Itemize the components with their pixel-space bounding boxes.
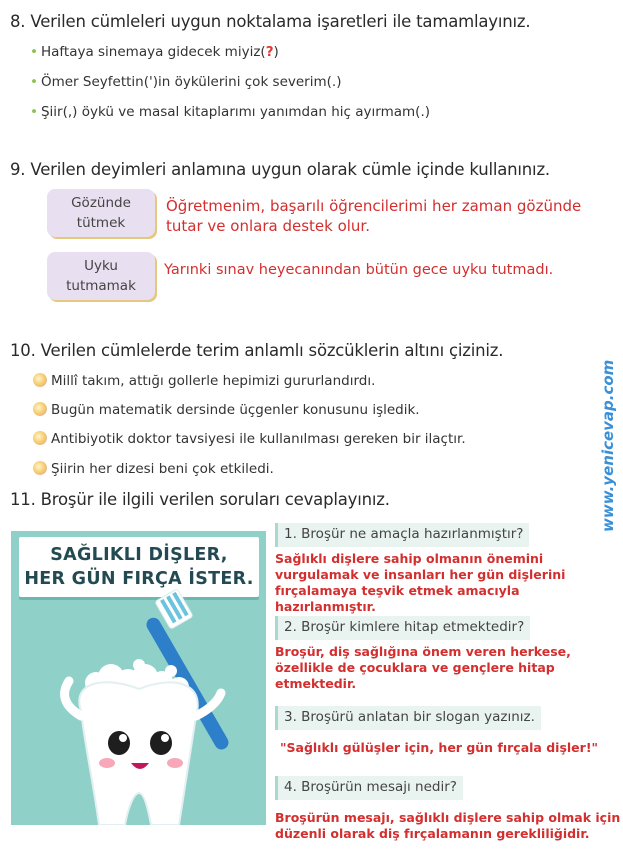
idiom-answer-1: Öğretmenim, başarılı öğrencilerimi her zaman gözünde tutar ve onlara destek olur. xyxy=(166,197,582,235)
bullet-dot-icon: • xyxy=(30,104,38,120)
brochure-poster xyxy=(11,531,266,825)
q10-title: 10. Verilen cümlelerde terim anlamlı sözcüklerin altını çiziniz. xyxy=(10,341,504,360)
subq-4-answer: Broşürün mesajı, sağlıklı dişlere sahip olmak için düzenli olarak diş fırçalamanın gerekliliğidir. xyxy=(275,810,621,841)
q8-line-3: • Şiir(,) öykü ve masal kitaplarımı yanımdan hiç ayırmam(.) xyxy=(30,104,431,120)
tooth-illustration xyxy=(11,531,266,825)
subq-1-answer: Sağlıklı dişlere sahip olmanın önemini vurgulamak ve insanları her gün dişlerini fırçalamaya teşvik etmek amacıyla hazırlanmıştır. xyxy=(275,551,566,614)
subq-2-label: 2. Broşür kimlere hitap etmektedir? xyxy=(275,616,530,640)
bullet-dot-icon: • xyxy=(30,74,38,90)
idiom-pill-1: Gözünde tütmek xyxy=(47,189,155,237)
subq-4-label: 4. Broşürün mesajı nedir? xyxy=(275,776,463,800)
subq-3-answer: "Sağlıklı gülüşler için, her gün fırçala dişler!" xyxy=(280,740,599,755)
bullet-dot-icon: • xyxy=(30,44,38,60)
bulb-icon xyxy=(33,431,47,445)
q8-title: 8. Verilen cümleleri uygun noktalama işaretleri ile tamamlayınız. xyxy=(10,12,531,31)
q10-line-4: Şiirin her dizesi beni çok etkiledi. xyxy=(33,461,274,477)
watermark xyxy=(598,310,618,535)
poster-banner: SAĞLIKLI DİŞLER, HER GÜN FIRÇA İSTER. xyxy=(19,537,259,597)
q8-line-2: • Ömer Seyfettin(')in öykülerini çok severim(.) xyxy=(30,74,342,90)
idiom-answer-2: Yarınki sınav heyecanından bütün gece uyku tutmadı. xyxy=(164,262,554,278)
q8-line-1: • Haftaya sinemaya gidecek miyiz(?) xyxy=(30,44,279,60)
idiom-pill-2: Uyku tutmamak xyxy=(47,252,155,300)
q10-line-2: Bugün matematik dersinde üçgenler konusunu işledik. xyxy=(33,402,420,418)
bulb-icon xyxy=(33,402,47,416)
bulb-icon xyxy=(33,461,47,475)
tooth-icon xyxy=(79,682,197,825)
subq-3-label: 3. Broşürü anlatan bir slogan yazınız. xyxy=(275,706,541,730)
subq-1-label: 1. Broşür ne amaçla hazırlanmıştır? xyxy=(275,523,529,547)
q11-title: 11. Broşür ile ilgili verilen soruları cevaplayınız. xyxy=(10,490,390,509)
q9-title: 9. Verilen deyimleri anlamına uygun olarak cümle içinde kullanınız. xyxy=(10,160,550,179)
q10-line-3: Antibiyotik doktor tavsiyesi ile kullanılması gereken bir ilaçtır. xyxy=(33,431,466,447)
q10-line-1: Millî takım, attığı gollerle hepimizi gururlandırdı. xyxy=(33,373,375,389)
svg-text:www.yenicevap.com: www.yenicevap.com xyxy=(599,359,617,532)
subq-2-answer: Broşür, diş sağlığına önem veren herkese, özellikle de çocuklara ve gençlere hitap etmektedir. xyxy=(275,644,571,691)
bulb-icon xyxy=(33,373,47,387)
